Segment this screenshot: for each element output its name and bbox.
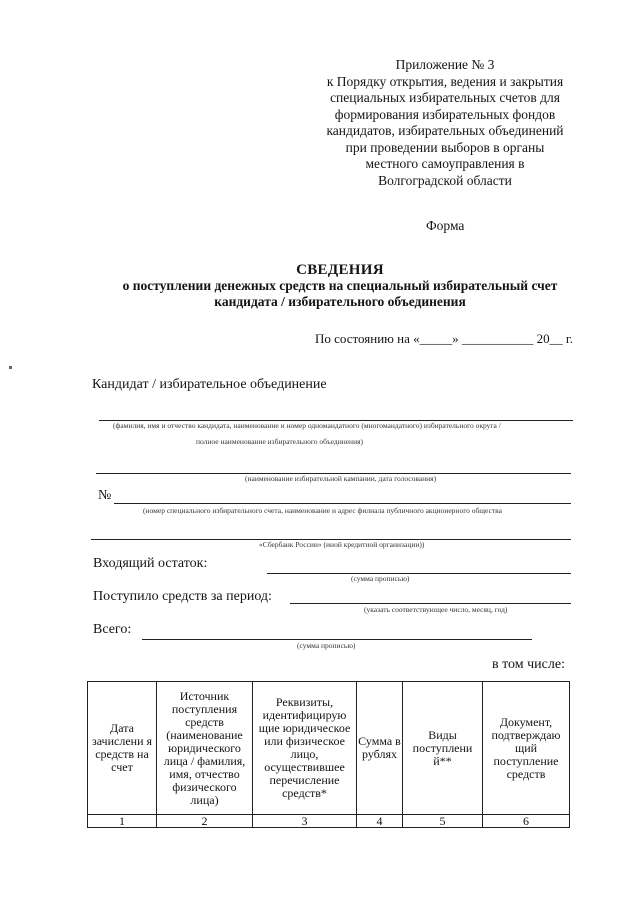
opening-balance-label: Входящий остаток: [93, 556, 208, 571]
title-heading: СВЕДЕНИЯ [296, 262, 384, 278]
header-amount: Сумма в рублях [357, 682, 403, 815]
appendix-line: формирования избирательных фондов [334, 106, 556, 122]
caption-candidate-name: (фамилия, имя и отчество кандидата, наименование и номер одномандатного (многомандатного) избирательного округа / [113, 421, 501, 430]
receipts-table [87, 681, 570, 828]
appendix-line: Приложение № 3 [395, 57, 495, 72]
header-document: Документ, подтверждаю щий поступление средств [483, 682, 570, 815]
table-number-row [88, 815, 570, 828]
form-label: Форма [426, 218, 465, 233]
column-number: 2 [157, 815, 253, 828]
column-number: 5 [403, 815, 483, 828]
caption-sum-words-2: (сумма прописью) [297, 641, 356, 650]
header-details: Реквизиты, идентифицирую щие юридическое или физическое лицо, осуществившее перечисление средств* [253, 682, 357, 815]
caption-account: (номер специального избирательного счета, наименование и адрес филиала публичного акционерного общества [143, 506, 502, 515]
caption-campaign: (наименование избирательной кампании, дата голосования) [245, 474, 437, 483]
column-number: 6 [483, 815, 570, 828]
received-line[interactable] [290, 603, 571, 604]
appendix-line: кандидатов, избирательных объединений [326, 123, 564, 138]
appendix-line: Волгоградской области [378, 172, 512, 188]
including-label: в том числе: [492, 657, 565, 672]
scan-mark [9, 366, 12, 369]
caption-sum-words: (сумма прописью) [351, 574, 410, 583]
column-number: 3 [253, 815, 357, 828]
account-line[interactable] [114, 503, 571, 504]
header-source: Источник поступления средств (наименование юридического лица / фамилия, имя, отчество физического лица) [157, 682, 253, 815]
as-of-date: По состоянию на «_____» ___________ 20__ г. [315, 331, 573, 346]
column-number: 1 [88, 815, 157, 828]
appendix-line: специальных избирательных счетов для [330, 90, 560, 105]
title-subheading: о поступлении денежных средств на специальный избирательный счет [122, 278, 558, 293]
total-line[interactable] [142, 639, 532, 640]
appendix-line: при проведении выборов в органы [345, 139, 545, 155]
number-sign: № [98, 488, 112, 503]
header-date: Дата зачислени я средств на счет [88, 682, 157, 815]
appendix-block [300, 57, 590, 189]
caption-account-2: «Сбербанк России» (иной кредитной организации)) [259, 540, 425, 549]
opening-balance-line[interactable] [267, 573, 571, 574]
appendix-line: к Порядку открытия, ведения и закрытия [326, 73, 564, 89]
caption-candidate-name-2: полное наименование избирательного объединения) [196, 437, 364, 446]
caption-period: (указать соответствующее число, месяц, год) [364, 605, 508, 614]
appendix-line: местного самоуправления в [365, 156, 525, 171]
document-title [60, 262, 620, 310]
column-number: 4 [357, 815, 403, 828]
received-label: Поступило средств за период: [93, 589, 272, 604]
candidate-label: Кандидат / избирательное объединение [92, 377, 327, 392]
table-header-row [88, 682, 570, 815]
header-type: Виды поступлени й** [403, 682, 483, 815]
title-subheading-2: кандидата / избирательного объединения [214, 294, 466, 309]
total-label: Всего: [93, 622, 132, 637]
